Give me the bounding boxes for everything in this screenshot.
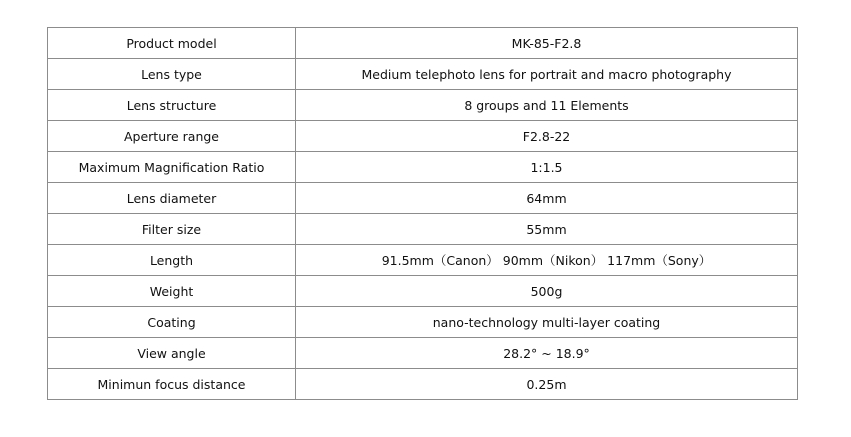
spec-value: MK-85-F2.8 bbox=[296, 28, 798, 59]
spec-label: Minimun focus distance bbox=[48, 369, 296, 400]
spec-value: 55mm bbox=[296, 214, 798, 245]
spec-row-weight bbox=[48, 276, 798, 307]
spec-value: 64mm bbox=[296, 183, 798, 214]
lens-spec-table bbox=[47, 27, 798, 400]
spec-value: Medium telephoto lens for portrait and macro photography bbox=[296, 59, 798, 90]
spec-row-coating bbox=[48, 307, 798, 338]
spec-value: 1:1.5 bbox=[296, 152, 798, 183]
spec-label: Length bbox=[48, 245, 296, 276]
spec-row-length bbox=[48, 245, 798, 276]
spec-value: F2.8-22 bbox=[296, 121, 798, 152]
spec-label: Lens type bbox=[48, 59, 296, 90]
spec-value: 500g bbox=[296, 276, 798, 307]
spec-row-view-angle bbox=[48, 338, 798, 369]
spec-row-lens-type bbox=[48, 59, 798, 90]
spec-row-filter-size bbox=[48, 214, 798, 245]
spec-label: Coating bbox=[48, 307, 296, 338]
spec-label: View angle bbox=[48, 338, 296, 369]
spec-label: Maximum Magnification Ratio bbox=[48, 152, 296, 183]
spec-label: Filter size bbox=[48, 214, 296, 245]
spec-row-aperture-range bbox=[48, 121, 798, 152]
spec-label: Weight bbox=[48, 276, 296, 307]
spec-value: nano-technology multi-layer coating bbox=[296, 307, 798, 338]
spec-label: Aperture range bbox=[48, 121, 296, 152]
spec-row-product-model bbox=[48, 28, 798, 59]
spec-label: Lens structure bbox=[48, 90, 296, 121]
spec-value: 28.2° ~ 18.9° bbox=[296, 338, 798, 369]
spec-row-magnification bbox=[48, 152, 798, 183]
spec-value: 0.25m bbox=[296, 369, 798, 400]
spec-row-lens-structure bbox=[48, 90, 798, 121]
spec-row-focus-distance bbox=[48, 369, 798, 400]
spec-value: 91.5mm（Canon） 90mm（Nikon） 117mm（Sony） bbox=[296, 245, 798, 276]
spec-label: Lens diameter bbox=[48, 183, 296, 214]
spec-label: Product model bbox=[48, 28, 296, 59]
spec-value: 8 groups and 11 Elements bbox=[296, 90, 798, 121]
spec-row-lens-diameter bbox=[48, 183, 798, 214]
